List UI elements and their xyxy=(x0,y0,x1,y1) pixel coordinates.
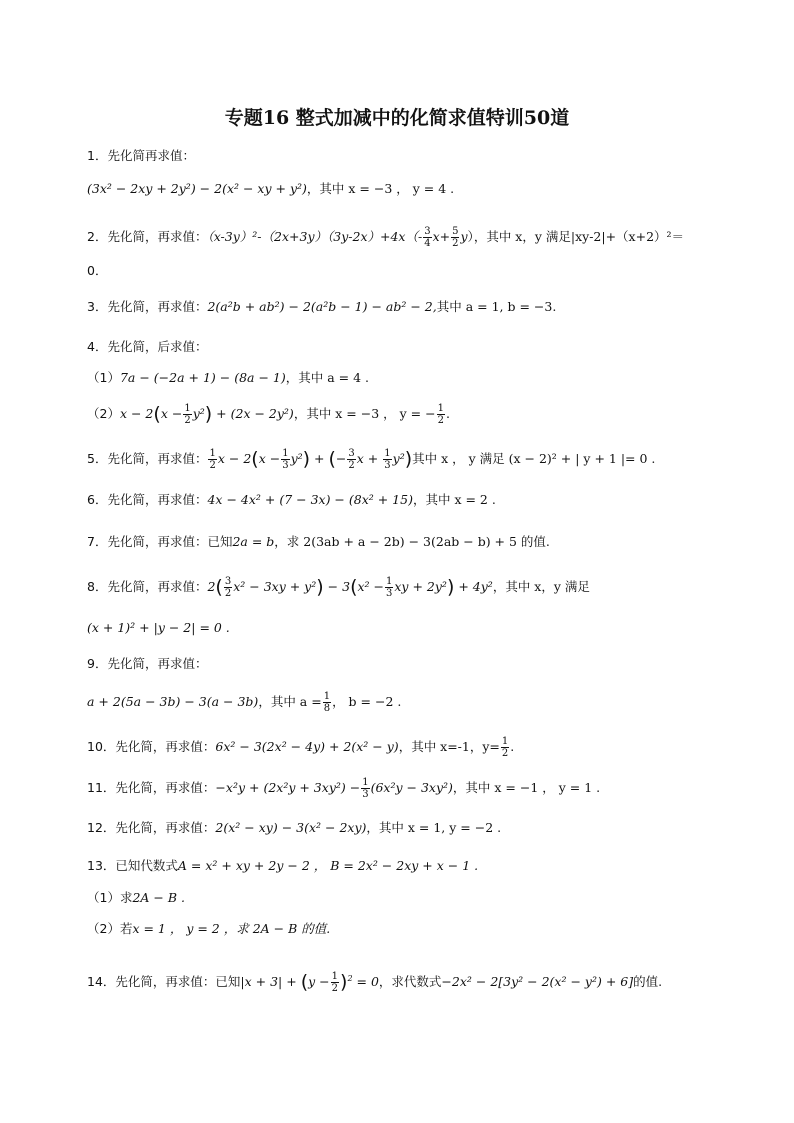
page-title: 专题16 整式加减中的化简求值特训50道 xyxy=(224,107,570,129)
problem-6: 6．先化简，再求值：4x − 4x² + (7 − 3x) − (8x² + 15)，其中 x = 2 . xyxy=(87,492,496,507)
problem-10: 10．先化简，再求值：6x² − 3(2x² − 4y) + 2(x² − y)，其中 x=-1，y= $\frac{1}{2}$ . xyxy=(87,736,515,759)
problem-4-part-1: （1）7a − (−2a + 1) − (8a − 1)，其中 a = 4 . xyxy=(87,370,369,385)
problem-13: 13．已知代数式A = x² + xy + 2y − 2 ， B = 2x² − 2xy + x − 1 . xyxy=(87,858,479,873)
problem-7: 7．先化简，再求值：已知2a = b，求 2(3ab + a − 2b) − 3(2ab − b) + 5 的值. xyxy=(87,534,550,549)
problem-1-expression: (3x² − 2xy + 2y²) − 2(x² − xy + y²)，其中 x = −3 ， y = 4 . xyxy=(87,181,455,196)
problem-12: 12．先化简，再求值：2(x² − xy) − 3(x² − 2xy)，其中 x = 1, y = −2 . xyxy=(87,820,502,835)
problem-13-part-2: （2）若x = 1 ， y = 2 ，求 2A − B 的值. xyxy=(87,921,331,936)
problem-8: 8．先化简，再求值：2( $\frac{3}{2}$ x² − 3xy + y²) − 3(x² − $\frac{1}{3}$ xy + 2y²) + 4y²，其中 x，y 满足 xyxy=(87,576,590,599)
problem-4-part-2: （2）x − 2(x − $\frac{1}{2}$ y²) + (2x − 2y²)，其中 x = −3 ， y = − $\frac{1}{2}$ . xyxy=(87,403,450,426)
problem-9-heading: 9．先化简，再求值： xyxy=(87,656,208,671)
problem-2: 2．先化简，再求值：（x-3y）²-（2x+3y）（3y-2x）+4x（- $\frac{3}{4}$ x+ $\frac{5}{2}$ y），其中 x，y 满足|xy-2|+（x+2）²＝ xyxy=(87,226,685,249)
problem-8-continued: (x + 1)² + |y − 2| = 0 . xyxy=(87,620,230,635)
problem-2-continued: 0． xyxy=(87,263,108,278)
problem-14: 14．先化简，再求值：已知|x + 3| + (y − $\frac{1}{2}$ )$^2$ = 0，求代数式−2x² − 2[3y² − 2(x² − y²) + 6]的值. xyxy=(87,971,663,995)
problem-1-heading: 1．先化简再求值： xyxy=(87,148,195,163)
problem-11: 11．先化简，再求值：−x²y + (2x²y + 3xy²) − $\frac{1}{3}$ (6x²y − 3xy²)，其中 x = −1 ， y = 1 . xyxy=(87,777,601,800)
problem-13-part-1: （1）求2A − B . xyxy=(87,890,185,905)
problem-3: 3．先化简，再求值：2(a²b + ab²) − 2(a²b − 1) − ab² − 2,其中 a = 1, b = −3. xyxy=(87,299,557,314)
problem-4-heading: 4．先化简，后求值： xyxy=(87,339,208,354)
problem-9-expression: a + 2(5a − 3b) − 3(a − 3b)，其中 a = $\frac{1}{8}$ ， b = −2 . xyxy=(87,691,402,714)
problem-5: 5．先化简，再求值： $\frac{1}{2}$ x − 2(x − $\frac{1}{3}$ y²) + (− $\frac{3}{2}$ x + $\frac{1}{3}$ y²)其中 x ， y 满足 (x − 2)² + | y + 1 |= 0 . xyxy=(87,448,656,471)
